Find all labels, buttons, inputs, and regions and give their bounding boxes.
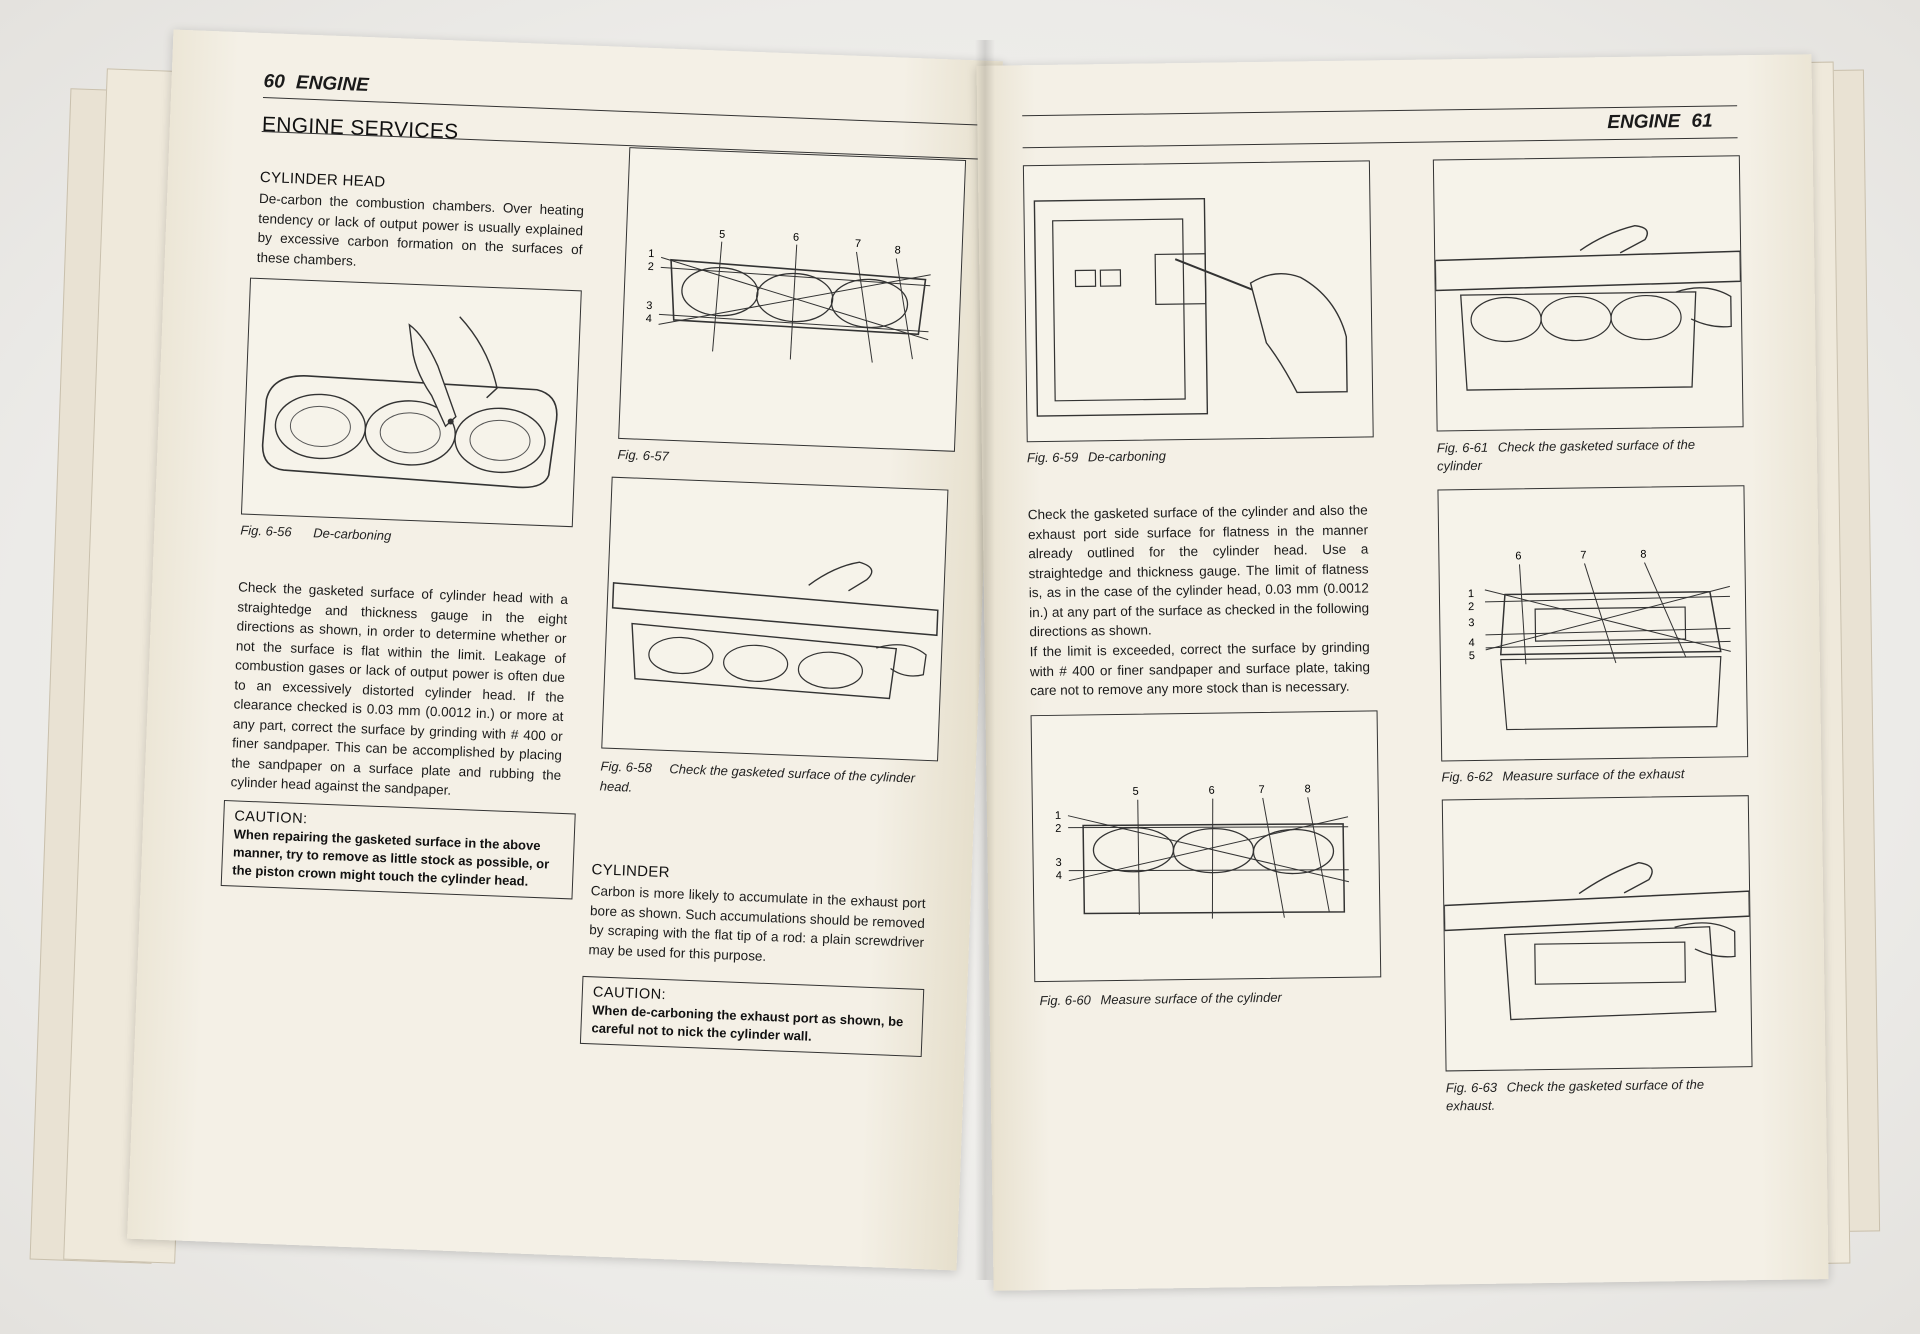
cylinder-heading: CYLINDER xyxy=(591,861,671,882)
fig-6-62-label-1: 1 xyxy=(1467,587,1475,601)
fig-6-56-illustration xyxy=(241,278,582,528)
cylinder-head-caution xyxy=(221,800,576,899)
fig-6-63-illustration xyxy=(1442,795,1753,1071)
left-page-number: 60 xyxy=(263,71,286,93)
fig-6-60-label-2: 2 xyxy=(1055,822,1062,835)
fig-6-59-text: De-carboning xyxy=(1087,448,1167,465)
fig-6-57-label-8: 8 xyxy=(894,244,901,257)
left-header xyxy=(263,71,369,97)
exhaust-port-decarbon-drawing xyxy=(1024,161,1373,441)
fig-6-63-caption xyxy=(1446,1075,1751,1115)
fig-6-62-label-6: 6 xyxy=(1515,550,1522,563)
fig-6-63-number: Fig. 6-63 xyxy=(1445,1079,1498,1096)
cylinder-head-heading: CYLINDER HEAD xyxy=(259,168,386,191)
fig-6-62-label-5: 5 xyxy=(1468,649,1475,663)
cylinder-head-caution-title: CAUTION: xyxy=(234,808,308,828)
cylinder-caution-text: When de-carboning the exhaust port as shown, be careful not to nick the cylinder wall. xyxy=(591,1002,904,1044)
fig-6-62-label-3: 3 xyxy=(1468,616,1475,630)
fig-6-60-illustration xyxy=(1031,710,1382,982)
fig-6-61-text: Check the gasketed surface of the cylinder xyxy=(1437,436,1696,474)
cylinder-caution xyxy=(580,976,924,1057)
fig-6-57-label-3: 3 xyxy=(646,299,653,313)
cylinder-check-body-2: If the limit is exceeded, correct the surface by grinding with # 400 or finer sandpaper and surface plate, taking care not to remove any more stock than is necessary. xyxy=(1029,639,1371,699)
fig-6-62-number: Fig. 6-62 xyxy=(1441,768,1493,785)
right-header xyxy=(1607,111,1713,134)
fig-6-58-number: Fig. 6-58 xyxy=(600,758,653,776)
fig-6-57-label-2: 2 xyxy=(647,260,655,274)
fig-6-61-number: Fig. 6-61 xyxy=(1436,439,1489,456)
fig-6-60-label-4: 4 xyxy=(1055,869,1063,882)
cylinder-head-measure-drawing xyxy=(619,148,965,451)
fig-6-60-label-6: 6 xyxy=(1208,784,1215,797)
fig-6-60-label-8: 8 xyxy=(1304,783,1311,796)
fig-6-60-label-7: 7 xyxy=(1258,783,1265,797)
fig-6-57-caption: Fig. 6-57 xyxy=(617,446,670,464)
fig-6-62-label-7: 7 xyxy=(1580,549,1587,562)
fig-6-62-label-8: 8 xyxy=(1640,548,1647,561)
fig-6-62-label-4: 4 xyxy=(1468,636,1475,650)
cylinder-head-body: Check the gasketed surface of cylinder head with a straightedge and thickness gauge in the eight directions as shown, in order to determine whether or not the surface is flat within the limit. Leakage of combustion gases or lack of output power is often due to an excessively distorted cylinder head. If the clearance checked is 0.03 mm (0.0012 in.) or more at any part, correct the surface by grinding with # 400 or finer sandpaper. This can be accomplished by placing the sandpaper on a surface plate and rubbing the cylinder head against the sandpaper. xyxy=(230,579,569,798)
fig-6-63-text: Check the gasketed surface of the exhaust. xyxy=(1445,1076,1705,1114)
right-page xyxy=(976,54,1828,1291)
book-spine-shadow xyxy=(975,40,995,1280)
fig-6-56-number: Fig. 6-56 xyxy=(240,522,292,540)
right-header-rule-2 xyxy=(1023,137,1738,148)
cylinder-check-body-1: Check the gasketed surface of the cylinder and also the exhaust port side surface for flatness in the manner already outlined for the cylinder head. Use a straightedge and thickness gauge. The limit of flatness is, as in the case of the cylinder head, 0.03 mm (0.0012 in.) at any part of the surface as checked in the following directions as shown. xyxy=(1027,502,1370,640)
cylinder-head-caution-text: When repairing the gasketed surface in the above manner, try to remove as little stock as possible, or the piston crown might touch the cylinder head. xyxy=(232,826,550,889)
fig-6-56-caption xyxy=(240,522,391,543)
cylinder-measure-drawing xyxy=(1032,711,1381,981)
fig-6-61-illustration xyxy=(1433,155,1744,431)
fig-6-60-label-3: 3 xyxy=(1055,856,1062,869)
fig-6-62-label-2: 2 xyxy=(1468,600,1475,614)
exhaust-measure-drawing xyxy=(1438,486,1747,760)
straightedge-check-drawing xyxy=(602,478,947,761)
fig-6-58-illustration xyxy=(601,477,948,762)
fig-6-59-number: Fig. 6-59 xyxy=(1026,449,1079,466)
right-header-label: ENGINE xyxy=(1607,111,1681,134)
fig-6-60-text: Measure surface of the cylinder xyxy=(1100,989,1282,1008)
fig-6-57-label-6: 6 xyxy=(792,231,800,244)
left-header-label: ENGINE xyxy=(295,72,370,97)
fig-6-62-illustration xyxy=(1437,485,1748,761)
left-page xyxy=(127,30,1003,1271)
fig-6-57-label-1: 1 xyxy=(648,247,655,261)
fig-6-58-text: Check the gasketed surface of the cylinder head. xyxy=(599,761,916,795)
fig-6-56-text: De-carboning xyxy=(312,525,392,544)
fig-6-62-caption xyxy=(1441,766,1684,784)
fig-6-60-label-5: 5 xyxy=(1132,785,1139,798)
fig-6-60-caption xyxy=(1039,990,1281,1008)
fig-6-59-caption xyxy=(1027,448,1166,465)
cylinder-body: Carbon is more likely to accumulate in the exhaust port bore as shown. Such accumulations should be removed by scraping with the flat tip of a rod: a plain screwdriver may be used for this purpose. xyxy=(588,883,926,964)
fig-6-57-label-7: 7 xyxy=(854,237,862,251)
cylinder-head-intro: De-carbon the combustion chambers. Over heating tendency or lack of output power is usually explained by excessive carbon formation on the surfaces of these chambers. xyxy=(256,190,585,269)
cylinder-caution-title: CAUTION: xyxy=(592,984,667,1004)
fig-6-61-caption xyxy=(1437,435,1742,475)
fig-6-58-caption xyxy=(599,756,940,809)
right-page-number: 61 xyxy=(1691,110,1713,132)
cylinder-head-decarbon-drawing xyxy=(242,279,581,526)
cylinder-straightedge-drawing xyxy=(1434,156,1743,430)
fig-6-57-illustration xyxy=(618,147,966,452)
fig-6-57-label-5: 5 xyxy=(718,228,726,241)
fig-6-62-text: Measure surface of the exhaust xyxy=(1502,766,1685,784)
fig-6-59-illustration xyxy=(1023,160,1374,442)
exhaust-straightedge-drawing xyxy=(1443,796,1752,1070)
fig-6-57-label-4: 4 xyxy=(645,312,653,326)
section-title: ENGINE SERVICES xyxy=(261,112,459,144)
fig-6-60-number: Fig. 6-60 xyxy=(1039,992,1091,1009)
fig-6-60-label-1: 1 xyxy=(1054,809,1062,822)
